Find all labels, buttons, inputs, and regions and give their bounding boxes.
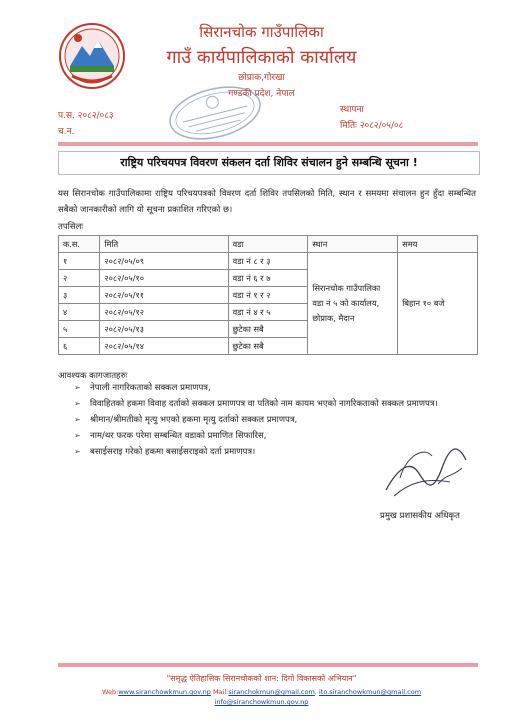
website-link[interactable]: www.siranchowkmun.gov.np (118, 688, 211, 696)
established-text: स्थापना (340, 105, 364, 115)
requirement-text: नाम/थर फरक परेमा सम्बन्धित वडाको प्रमाणित सिफारिस, (90, 431, 267, 441)
row-ward: वडा नं ८ र ३ (228, 253, 308, 270)
row-serial: ६ (59, 338, 100, 355)
footer-contact: Web:www.siranchowkmun.gov.np Mail:siranchokmun@gmail.com, ito.siranchowkmun@gmail.com (101, 688, 422, 696)
schedule-table (58, 235, 478, 355)
header-date: मिति (100, 236, 228, 253)
row-serial: २ (59, 270, 100, 287)
list-item (74, 396, 474, 412)
email-link-info[interactable]: info@siranchowkmun.gov.np (214, 698, 309, 706)
header-serial: क.स. (59, 236, 100, 253)
header-ward: वडा (228, 236, 308, 253)
signatory-title: प्रमुख प्रशासकीय अधिकृत (380, 511, 460, 521)
header-place: स्थान (308, 236, 398, 253)
arrow-bullet-icon: ➢ (74, 399, 81, 408)
arrow-bullet-icon: ➢ (74, 447, 81, 456)
row-date: २०८२/०५/१४ (100, 338, 228, 355)
notice-intro: यस सिरानचोक गाउँपालिकामा राष्ट्रिय परिचयपत्रको विवरण दर्ता शिविर तपसिलको मिति, स्थान र समयमा संचालन हुन हुँदा सम्बन्धित सबैको जानकारीको लागि यो सूचना प्रकाशित गरिएको छ। (58, 189, 476, 215)
email-link-it[interactable]: ito.siranchowkmun@gmail.com (318, 688, 422, 696)
row-date: २०८२/०५/१० (100, 270, 228, 287)
web-label: Web: (101, 688, 119, 696)
row-place: सिरानचोक गाउँपालिका वडा नं ५ को कार्यालय, छोप्राक, मैदान (308, 253, 398, 355)
reference-left (58, 108, 114, 140)
row-date: २०८२/०५/१३ (100, 321, 228, 338)
row-ward: वडा नं ४ र ५ (228, 304, 308, 321)
footer-contact-2 (0, 698, 523, 706)
arrow-bullet-icon: ➢ (74, 415, 81, 424)
row-serial: ४ (59, 304, 100, 321)
requirement-text: नेपाली नागरिकताको सक्कल प्रमाणपत्र, (90, 383, 211, 393)
municipality-name: सिरानचोक गाउँपालिका (199, 23, 324, 41)
footer-divider (58, 663, 478, 667)
official-stamp (160, 80, 270, 146)
letter-number: प.स. २०८२/०८३ (58, 111, 114, 121)
handwritten-signature (380, 438, 470, 506)
reference-right (340, 102, 403, 134)
arrow-bullet-icon: ➢ (74, 431, 81, 440)
list-item (74, 380, 474, 396)
notice-date: मितिः २०८२/०५/०८ (340, 121, 404, 131)
details-label: तपसिलः (58, 222, 84, 232)
email-link-primary[interactable]: siranchokmun@gmail.com (228, 688, 315, 696)
row-ward: वडा नं १ र २ (228, 287, 308, 304)
row-ward: वडा नं ६ र ७ (228, 270, 308, 287)
header-divider (58, 142, 478, 146)
province-name: गण्डकी प्रदेश, नेपाल (228, 89, 295, 99)
row-ward: छुटेका सबै (228, 321, 308, 338)
row-time: बिहान १० बजे (398, 253, 478, 355)
arrow-bullet-icon: ➢ (74, 383, 81, 392)
row-date: २०८२/०५/०९ (100, 253, 228, 270)
table-row (59, 253, 478, 270)
row-date: २०८२/०५/१२ (100, 304, 228, 321)
row-serial: ५ (59, 321, 100, 338)
list-item (74, 412, 474, 428)
office-address: छोप्राक,गोरखा (238, 73, 285, 83)
office-name: गाउँ कार्यपालिकाको कार्यालय (166, 47, 357, 68)
dispatch-number: च.न. (58, 127, 75, 137)
row-date: २०८२/०५/११ (100, 287, 228, 304)
mail-label: Mail: (212, 688, 229, 696)
requirement-text: विवाहितको हकमा विवाह दर्ताको सक्कल प्रमाणपत्र वा पतिको नाम कायम भएको नागरिकताको सक्कल प्रमाणपत्र। (90, 399, 438, 409)
row-ward: छुटेका सबै (228, 338, 308, 355)
notice-subject: राष्ट्रिय परिचयपत्र विवरण संकलन दर्ता शिविर संचालन हुने सम्बन्धि सूचना ! (58, 151, 480, 175)
requirement-text: श्रीमान/श्रीमतीको मृत्यु भएको हकमा मृत्यु दर्ताको सक्कल प्रमाणपत्र, (90, 415, 298, 425)
row-serial: १ (59, 253, 100, 270)
footer-slogan: "समृद्ध ऐतिहासिक सिरानचोकको शान: दिगो विकासको अभियान" (166, 674, 357, 683)
row-serial: ३ (59, 287, 100, 304)
header-time: समय (398, 236, 478, 253)
requirements-title: आवश्यक कागजातहरुः (58, 371, 128, 381)
requirement-text: बसाईसराइ गरेको हकमा बसाईसराइको दर्ता प्रमाणपत्र। (90, 447, 256, 457)
table-header-row (59, 236, 478, 253)
